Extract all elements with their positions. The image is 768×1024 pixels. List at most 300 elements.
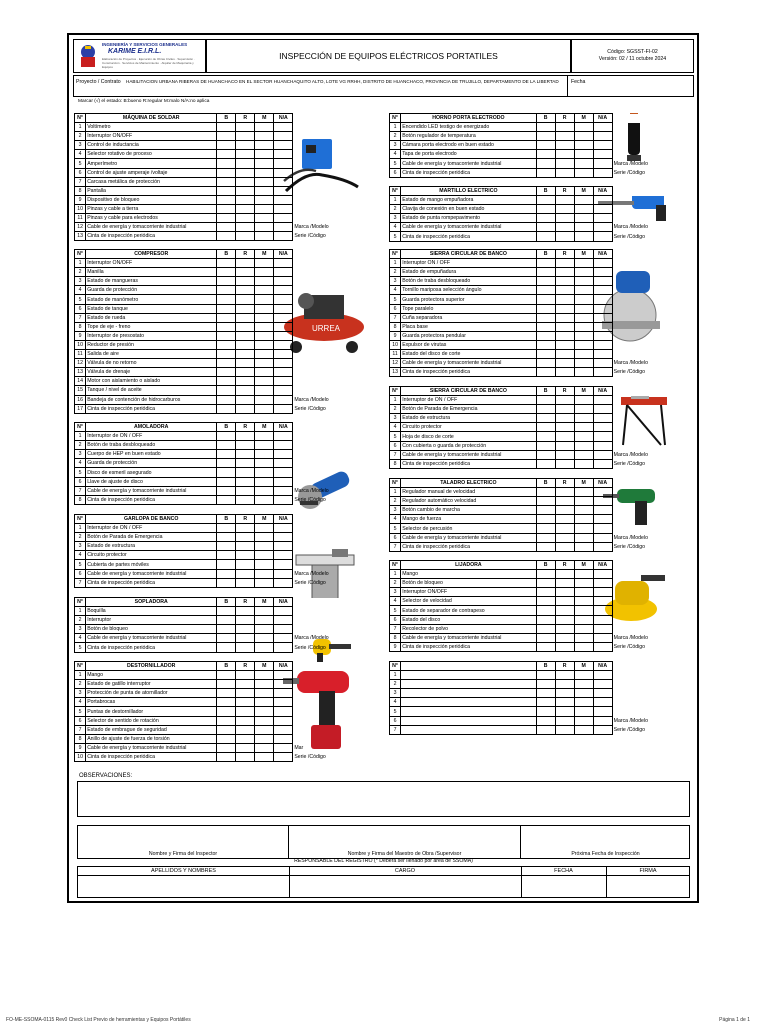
check-regular[interactable] [236, 441, 255, 450]
check-na[interactable] [593, 441, 612, 450]
check-bueno[interactable] [217, 232, 236, 241]
check-malo[interactable] [255, 725, 274, 734]
check-na[interactable] [274, 277, 293, 286]
check-regular[interactable] [236, 268, 255, 277]
check-malo[interactable] [574, 624, 593, 633]
check-regular[interactable] [236, 277, 255, 286]
check-malo[interactable] [255, 340, 274, 349]
check-malo[interactable] [255, 524, 274, 533]
check-na[interactable] [593, 196, 612, 205]
check-na[interactable] [593, 268, 612, 277]
check-regular[interactable] [555, 396, 574, 405]
check-na[interactable] [274, 734, 293, 743]
check-malo[interactable] [255, 232, 274, 241]
check-na[interactable] [274, 386, 293, 395]
check-bueno[interactable] [536, 350, 555, 359]
check-na[interactable] [274, 313, 293, 322]
check-na[interactable] [274, 232, 293, 241]
check-malo[interactable] [574, 459, 593, 468]
check-na[interactable] [274, 132, 293, 141]
check-bueno[interactable] [217, 214, 236, 223]
check-na[interactable] [593, 232, 612, 241]
check-bueno[interactable] [217, 168, 236, 177]
check-na[interactable] [274, 560, 293, 569]
check-regular[interactable] [555, 432, 574, 441]
check-bueno[interactable] [217, 295, 236, 304]
check-bueno[interactable] [217, 432, 236, 441]
check-regular[interactable] [555, 707, 574, 716]
check-regular[interactable] [236, 477, 255, 486]
check-bueno[interactable] [217, 177, 236, 186]
check-regular[interactable] [236, 377, 255, 386]
check-malo[interactable] [574, 132, 593, 141]
check-malo[interactable] [574, 680, 593, 689]
check-na[interactable] [274, 350, 293, 359]
check-bueno[interactable] [217, 486, 236, 495]
check-bueno[interactable] [536, 615, 555, 624]
check-regular[interactable] [236, 340, 255, 349]
check-bueno[interactable] [217, 340, 236, 349]
check-na[interactable] [274, 404, 293, 413]
check-na[interactable] [274, 359, 293, 368]
check-na[interactable] [274, 569, 293, 578]
check-regular[interactable] [236, 177, 255, 186]
check-bueno[interactable] [536, 322, 555, 331]
check-malo[interactable] [574, 533, 593, 542]
check-malo[interactable] [255, 716, 274, 725]
check-na[interactable] [274, 542, 293, 551]
check-bueno[interactable] [536, 671, 555, 680]
check-regular[interactable] [555, 313, 574, 322]
date-cell[interactable] [567, 75, 695, 97]
check-bueno[interactable] [217, 734, 236, 743]
check-malo[interactable] [255, 616, 274, 625]
check-malo[interactable] [574, 524, 593, 533]
check-regular[interactable] [555, 268, 574, 277]
check-malo[interactable] [574, 689, 593, 698]
check-bueno[interactable] [536, 286, 555, 295]
check-na[interactable] [274, 578, 293, 587]
check-na[interactable] [274, 689, 293, 698]
check-bueno[interactable] [217, 441, 236, 450]
check-na[interactable] [274, 377, 293, 386]
check-malo[interactable] [574, 633, 593, 642]
check-regular[interactable] [236, 350, 255, 359]
check-malo[interactable] [574, 588, 593, 597]
check-regular[interactable] [555, 359, 574, 368]
check-regular[interactable] [236, 680, 255, 689]
check-bueno[interactable] [217, 698, 236, 707]
check-bueno[interactable] [536, 196, 555, 205]
check-bueno[interactable] [217, 223, 236, 232]
check-bueno[interactable] [217, 459, 236, 468]
check-na[interactable] [593, 159, 612, 168]
check-malo[interactable] [255, 204, 274, 213]
check-regular[interactable] [555, 624, 574, 633]
check-regular[interactable] [236, 368, 255, 377]
check-malo[interactable] [255, 123, 274, 132]
check-malo[interactable] [574, 340, 593, 349]
check-na[interactable] [593, 259, 612, 268]
check-malo[interactable] [574, 432, 593, 441]
check-regular[interactable] [236, 578, 255, 587]
check-na[interactable] [593, 597, 612, 606]
check-regular[interactable] [236, 569, 255, 578]
check-na[interactable] [593, 515, 612, 524]
check-malo[interactable] [574, 396, 593, 405]
check-malo[interactable] [255, 304, 274, 313]
check-regular[interactable] [236, 671, 255, 680]
check-malo[interactable] [574, 123, 593, 132]
check-regular[interactable] [236, 186, 255, 195]
check-bueno[interactable] [217, 752, 236, 761]
check-na[interactable] [593, 223, 612, 232]
check-na[interactable] [274, 698, 293, 707]
check-bueno[interactable] [217, 359, 236, 368]
check-bueno[interactable] [536, 150, 555, 159]
check-regular[interactable] [236, 698, 255, 707]
check-malo[interactable] [574, 606, 593, 615]
check-bueno[interactable] [536, 606, 555, 615]
check-malo[interactable] [255, 377, 274, 386]
check-malo[interactable] [574, 313, 593, 322]
check-malo[interactable] [255, 177, 274, 186]
check-malo[interactable] [255, 259, 274, 268]
check-malo[interactable] [574, 542, 593, 551]
check-regular[interactable] [555, 542, 574, 551]
check-bueno[interactable] [536, 624, 555, 633]
check-regular[interactable] [236, 734, 255, 743]
check-bueno[interactable] [536, 716, 555, 725]
check-regular[interactable] [555, 205, 574, 214]
check-malo[interactable] [255, 168, 274, 177]
check-regular[interactable] [236, 404, 255, 413]
check-malo[interactable] [574, 277, 593, 286]
check-na[interactable] [593, 150, 612, 159]
check-regular[interactable] [236, 533, 255, 542]
check-na[interactable] [274, 459, 293, 468]
check-na[interactable] [593, 295, 612, 304]
check-regular[interactable] [236, 168, 255, 177]
check-bueno[interactable] [217, 368, 236, 377]
check-na[interactable] [274, 368, 293, 377]
check-na[interactable] [593, 698, 612, 707]
check-regular[interactable] [236, 560, 255, 569]
check-bueno[interactable] [217, 716, 236, 725]
check-bueno[interactable] [217, 643, 236, 652]
check-na[interactable] [593, 488, 612, 497]
check-regular[interactable] [236, 313, 255, 322]
check-bueno[interactable] [217, 725, 236, 734]
check-bueno[interactable] [536, 268, 555, 277]
check-bueno[interactable] [536, 232, 555, 241]
check-na[interactable] [274, 752, 293, 761]
check-na[interactable] [274, 395, 293, 404]
check-bueno[interactable] [536, 459, 555, 468]
check-regular[interactable] [555, 159, 574, 168]
check-na[interactable] [593, 313, 612, 322]
check-regular[interactable] [236, 607, 255, 616]
check-regular[interactable] [555, 533, 574, 542]
check-bueno[interactable] [217, 542, 236, 551]
check-na[interactable] [274, 340, 293, 349]
check-na[interactable] [593, 579, 612, 588]
check-na[interactable] [593, 671, 612, 680]
check-malo[interactable] [574, 295, 593, 304]
check-na[interactable] [593, 680, 612, 689]
check-bueno[interactable] [536, 488, 555, 497]
check-bueno[interactable] [217, 533, 236, 542]
check-regular[interactable] [555, 295, 574, 304]
check-regular[interactable] [236, 707, 255, 716]
check-bueno[interactable] [217, 186, 236, 195]
check-regular[interactable] [236, 159, 255, 168]
check-regular[interactable] [236, 468, 255, 477]
check-malo[interactable] [255, 486, 274, 495]
check-na[interactable] [593, 624, 612, 633]
check-malo[interactable] [255, 368, 274, 377]
check-regular[interactable] [555, 331, 574, 340]
check-malo[interactable] [574, 322, 593, 331]
check-regular[interactable] [555, 680, 574, 689]
check-na[interactable] [593, 350, 612, 359]
check-malo[interactable] [255, 578, 274, 587]
check-malo[interactable] [574, 488, 593, 497]
check-na[interactable] [593, 205, 612, 214]
check-bueno[interactable] [217, 350, 236, 359]
check-na[interactable] [274, 716, 293, 725]
check-regular[interactable] [236, 304, 255, 313]
check-regular[interactable] [236, 486, 255, 495]
check-bueno[interactable] [217, 468, 236, 477]
check-na[interactable] [593, 396, 612, 405]
check-regular[interactable] [555, 368, 574, 377]
check-na[interactable] [593, 497, 612, 506]
check-regular[interactable] [555, 488, 574, 497]
check-na[interactable] [593, 689, 612, 698]
check-na[interactable] [274, 671, 293, 680]
check-bueno[interactable] [536, 304, 555, 313]
check-na[interactable] [593, 606, 612, 615]
check-bueno[interactable] [536, 132, 555, 141]
check-bueno[interactable] [536, 423, 555, 432]
check-na[interactable] [593, 414, 612, 423]
check-na[interactable] [274, 204, 293, 213]
check-malo[interactable] [574, 570, 593, 579]
check-bueno[interactable] [217, 560, 236, 569]
check-regular[interactable] [555, 588, 574, 597]
check-malo[interactable] [255, 634, 274, 643]
check-regular[interactable] [555, 340, 574, 349]
check-malo[interactable] [255, 625, 274, 634]
check-malo[interactable] [255, 441, 274, 450]
check-bueno[interactable] [217, 286, 236, 295]
check-bueno[interactable] [536, 432, 555, 441]
check-regular[interactable] [236, 634, 255, 643]
check-bueno[interactable] [536, 588, 555, 597]
check-bueno[interactable] [536, 725, 555, 734]
check-malo[interactable] [255, 495, 274, 504]
check-bueno[interactable] [217, 404, 236, 413]
check-bueno[interactable] [536, 368, 555, 377]
check-regular[interactable] [555, 459, 574, 468]
check-regular[interactable] [236, 295, 255, 304]
check-malo[interactable] [255, 752, 274, 761]
check-malo[interactable] [574, 725, 593, 734]
check-regular[interactable] [236, 495, 255, 504]
check-malo[interactable] [574, 405, 593, 414]
check-bueno[interactable] [217, 680, 236, 689]
check-bueno[interactable] [536, 597, 555, 606]
check-bueno[interactable] [217, 569, 236, 578]
check-malo[interactable] [255, 386, 274, 395]
check-malo[interactable] [255, 432, 274, 441]
check-na[interactable] [593, 450, 612, 459]
check-malo[interactable] [574, 350, 593, 359]
check-regular[interactable] [236, 616, 255, 625]
check-bueno[interactable] [217, 159, 236, 168]
check-regular[interactable] [236, 195, 255, 204]
check-bueno[interactable] [536, 542, 555, 551]
check-malo[interactable] [255, 331, 274, 340]
check-malo[interactable] [574, 615, 593, 624]
check-malo[interactable] [255, 698, 274, 707]
check-na[interactable] [593, 331, 612, 340]
check-malo[interactable] [255, 459, 274, 468]
check-regular[interactable] [555, 196, 574, 205]
check-bueno[interactable] [217, 322, 236, 331]
check-na[interactable] [593, 359, 612, 368]
check-na[interactable] [274, 432, 293, 441]
check-regular[interactable] [555, 725, 574, 734]
check-na[interactable] [274, 477, 293, 486]
check-bueno[interactable] [217, 204, 236, 213]
check-malo[interactable] [574, 232, 593, 241]
check-na[interactable] [274, 141, 293, 150]
check-regular[interactable] [236, 150, 255, 159]
check-malo[interactable] [255, 150, 274, 159]
check-bueno[interactable] [536, 223, 555, 232]
check-na[interactable] [274, 123, 293, 132]
check-regular[interactable] [236, 359, 255, 368]
check-regular[interactable] [555, 322, 574, 331]
check-regular[interactable] [555, 570, 574, 579]
observations-box[interactable] [77, 781, 690, 817]
check-bueno[interactable] [217, 689, 236, 698]
check-na[interactable] [593, 716, 612, 725]
check-bueno[interactable] [217, 304, 236, 313]
check-regular[interactable] [555, 689, 574, 698]
check-bueno[interactable] [536, 524, 555, 533]
check-na[interactable] [274, 533, 293, 542]
check-na[interactable] [274, 486, 293, 495]
check-bueno[interactable] [217, 150, 236, 159]
check-regular[interactable] [555, 223, 574, 232]
check-regular[interactable] [236, 204, 255, 213]
check-na[interactable] [274, 177, 293, 186]
check-bueno[interactable] [536, 450, 555, 459]
check-bueno[interactable] [536, 506, 555, 515]
check-malo[interactable] [574, 223, 593, 232]
check-na[interactable] [274, 495, 293, 504]
check-bueno[interactable] [217, 524, 236, 533]
check-regular[interactable] [555, 497, 574, 506]
check-na[interactable] [593, 542, 612, 551]
check-bueno[interactable] [536, 441, 555, 450]
check-bueno[interactable] [536, 313, 555, 322]
check-na[interactable] [274, 295, 293, 304]
check-regular[interactable] [236, 716, 255, 725]
check-regular[interactable] [236, 551, 255, 560]
check-bueno[interactable] [217, 671, 236, 680]
check-malo[interactable] [574, 168, 593, 177]
check-regular[interactable] [236, 232, 255, 241]
check-bueno[interactable] [536, 698, 555, 707]
check-na[interactable] [274, 159, 293, 168]
check-na[interactable] [593, 322, 612, 331]
check-malo[interactable] [255, 542, 274, 551]
check-regular[interactable] [555, 671, 574, 680]
check-malo[interactable] [255, 186, 274, 195]
check-na[interactable] [274, 450, 293, 459]
check-bueno[interactable] [536, 259, 555, 268]
check-bueno[interactable] [217, 377, 236, 386]
supervisor-signature-cell[interactable] [289, 826, 521, 859]
check-regular[interactable] [555, 405, 574, 414]
check-regular[interactable] [555, 716, 574, 725]
check-na[interactable] [593, 277, 612, 286]
check-malo[interactable] [255, 689, 274, 698]
check-bueno[interactable] [217, 607, 236, 616]
check-bueno[interactable] [217, 477, 236, 486]
check-malo[interactable] [574, 506, 593, 515]
check-regular[interactable] [555, 168, 574, 177]
check-bueno[interactable] [217, 313, 236, 322]
check-regular[interactable] [236, 743, 255, 752]
check-na[interactable] [274, 707, 293, 716]
check-malo[interactable] [574, 441, 593, 450]
check-malo[interactable] [574, 205, 593, 214]
check-na[interactable] [274, 616, 293, 625]
check-na[interactable] [274, 195, 293, 204]
check-na[interactable] [593, 615, 612, 624]
check-regular[interactable] [236, 432, 255, 441]
check-na[interactable] [274, 322, 293, 331]
check-regular[interactable] [555, 304, 574, 313]
check-regular[interactable] [236, 141, 255, 150]
check-na[interactable] [274, 150, 293, 159]
check-na[interactable] [593, 707, 612, 716]
check-regular[interactable] [236, 725, 255, 734]
check-na[interactable] [274, 168, 293, 177]
check-na[interactable] [593, 405, 612, 414]
check-malo[interactable] [574, 423, 593, 432]
check-regular[interactable] [236, 752, 255, 761]
check-regular[interactable] [555, 232, 574, 241]
check-regular[interactable] [555, 259, 574, 268]
check-na[interactable] [593, 570, 612, 579]
check-regular[interactable] [236, 542, 255, 551]
check-malo[interactable] [255, 195, 274, 204]
check-malo[interactable] [574, 707, 593, 716]
check-bueno[interactable] [217, 634, 236, 643]
check-regular[interactable] [555, 506, 574, 515]
check-malo[interactable] [255, 680, 274, 689]
check-bueno[interactable] [217, 625, 236, 634]
check-bueno[interactable] [536, 533, 555, 542]
check-bueno[interactable] [217, 707, 236, 716]
check-na[interactable] [593, 340, 612, 349]
